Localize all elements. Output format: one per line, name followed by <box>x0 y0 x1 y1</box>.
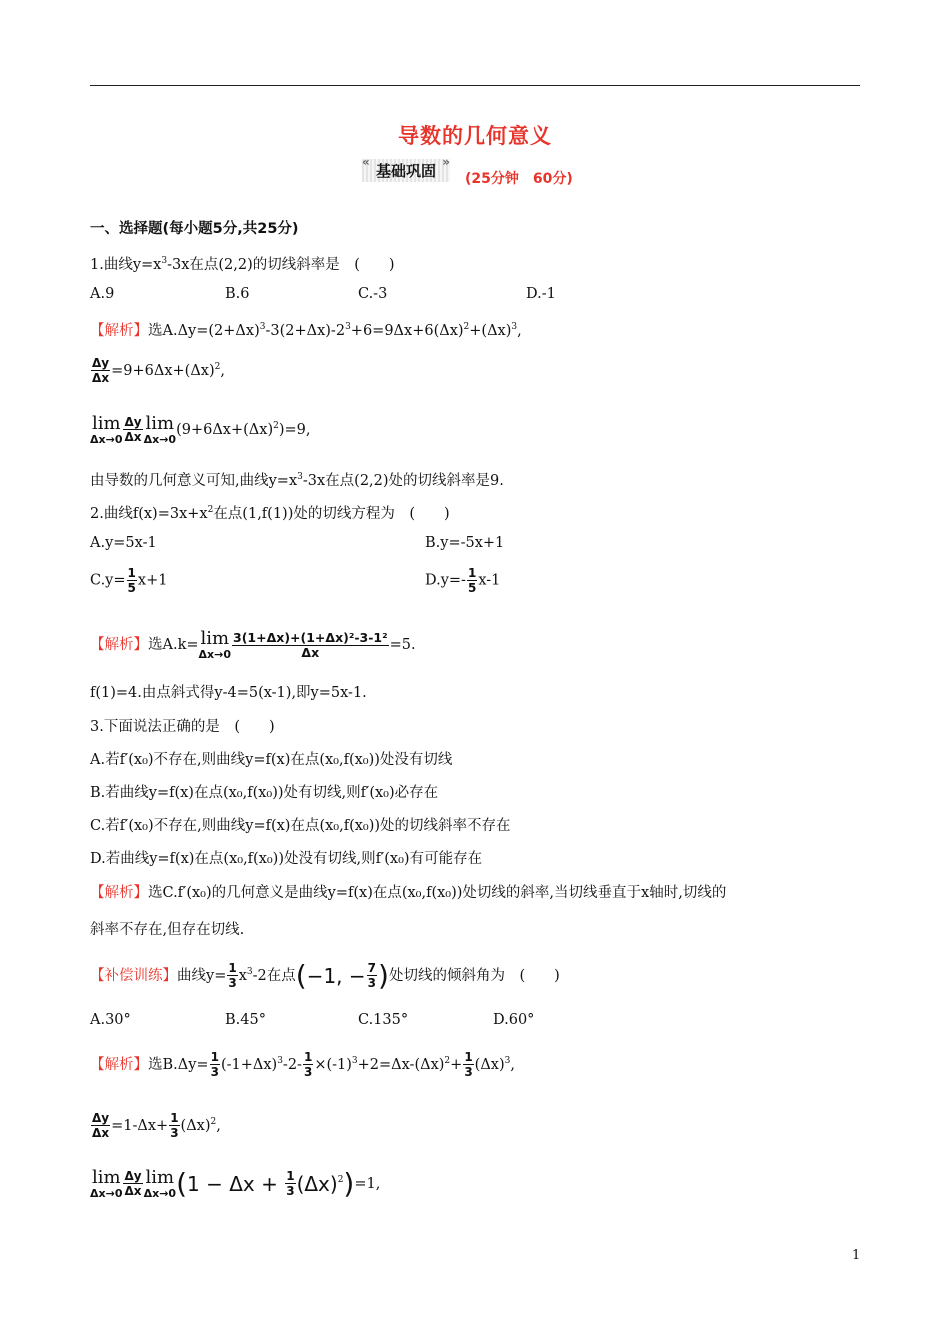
q3-stem: 3.下面说法正确的是 ( ) <box>90 719 275 735</box>
q1-option-d: D.-1 <box>526 286 556 302</box>
q4-ratio-line: $\frac{\Delta y}{\Delta x}$ =1-Δx+ $\frac{1}{3}$ $(\Delta x)^2$, <box>92 1111 221 1141</box>
q4-option-b: B.45° <box>225 1012 266 1028</box>
q1-solution-line1: 【解析】选$A.\Delta y=(2+\Delta x)^3-3(2+\Delta x)-2^3+6=9\Delta x+6(\Delta x)^2+(\Delta x)^3$, <box>90 322 522 339</box>
page-title: 导数的几何意义 <box>398 124 552 148</box>
fraction: $\frac{\Delta y}{\Delta x}$ <box>92 356 110 386</box>
section-badge <box>362 157 450 183</box>
q1-option-a: A.9 <box>90 286 115 302</box>
q3-option-c: C.若f′(x₀)不存在,则曲线y=f(x)在点(x₀,f(x₀))处的切线斜率不存在 <box>90 818 511 834</box>
q1-stem: 1.曲线$y=x^3-3x$在点(2,2)的切线斜率是 ( ) <box>90 256 395 273</box>
limit: lim Δx→0 <box>90 412 123 446</box>
limit: lim Δx→0 <box>198 628 232 661</box>
q4-stem: 【补偿训练】曲线y= $\frac{1}{3}$ $x^3-2$在点(−1, − $\frac{7}{3}$ )处切线的倾斜角为 ( ) <box>90 958 560 992</box>
badge-label: « 基础巩固 » <box>362 159 450 182</box>
time-info: (25分钟 60分) <box>465 171 573 187</box>
buchang-label: 【补偿训练】 <box>90 967 177 984</box>
q3-option-d: D.若曲线y=f(x)在点(x₀,f(x₀))处没有切线,则f′(x₀)有可能存在 <box>90 851 483 867</box>
fraction: $\frac{\Delta y}{\Delta x}$ <box>124 415 142 445</box>
fraction: $\frac{\text{3(1+Δx)+(1+Δx)²-3-1²}}{\Delta x}$ <box>233 629 388 660</box>
limit: lim Δx→0 <box>143 1166 177 1200</box>
q2-option-a: A.y=5x-1 <box>90 535 157 551</box>
section-heading: 一、选择题(每小题5分,共25分) <box>90 221 299 237</box>
q2-option-c: C.y= $\frac{1}{5}$ x+1 <box>90 566 168 595</box>
q4-limit-line: lim Δx→0 $\frac{\Delta y}{\Delta x}$ lim Δx→0 (1 − Δx + $\frac{1}{3}$ $(\Delta x)^2)=1$, <box>90 1166 381 1200</box>
q1-option-c: C.-3 <box>358 286 388 302</box>
q3-option-a: A.若f′(x₀)不存在,则曲线y=f(x)在点(x₀,f(x₀))处没有切线 <box>90 752 453 768</box>
q4-option-c: C.135° <box>358 1012 409 1028</box>
q4-option-d: D.60° <box>493 1012 535 1028</box>
q3-solution-line2: 斜率不存在,但存在切线. <box>90 922 245 938</box>
header-rule <box>90 85 860 86</box>
q3-solution-line1: 【解析】选C.f′(x₀)的几何意义是曲线y=f(x)在点(x₀,f(x₀))处切线的斜率,当切线垂直于x轴时,切线的 <box>90 885 727 901</box>
q2-stem: 2.曲线$f(x)=3x+x^2$在点(1,f(1))处的切线方程为 ( ) <box>90 505 450 522</box>
q3-option-b: B.若曲线y=f(x)在点(x₀,f(x₀))处有切线,则f′(x₀)必存在 <box>90 785 439 801</box>
q1-limit-line: lim Δx→0 $\frac{\Delta y}{\Delta x}$ lim Δx→0 $(9+6\Delta x+(\Delta x)^2)=9$, <box>90 412 311 446</box>
page-number: 1 <box>852 1248 861 1263</box>
jiexi-label: 【解析】 <box>90 322 148 339</box>
limit: lim Δx→0 <box>143 412 177 446</box>
q2-solution-line2: f(1)=4.由点斜式得y-4=5(x-1),即y=5x-1. <box>90 685 367 701</box>
q1-option-b: B.6 <box>225 286 250 302</box>
limit: lim Δx→0 <box>90 1166 123 1200</box>
q1-conclusion: 由导数的几何意义可知,曲线$y=x^3-3x$在点(2,2)处的切线斜率是9. <box>90 472 504 489</box>
q4-solution-line1: 【解析】选B.Δy= $\frac{1}{3}$ $(-1+\Delta x)^3-2-$ $\frac{1}{3}$ $\times(-1)^3+2=\Delta x-(\Delta x)^2+$ $\frac{1}{3}$ $(\Delta x)^3$, <box>90 1050 515 1080</box>
q1-ratio-line: $\frac{\Delta y}{\Delta x}$ $=9+6\Delta x+(\Delta x)^2$, <box>92 356 225 386</box>
q2-option-d: D.y=- $\frac{1}{5}$ x-1 <box>425 566 501 595</box>
q2-option-b: B.y=-5x+1 <box>425 535 505 551</box>
q2-solution-line1: 【解析】选A.k= lim Δx→0 $\frac{\text{3(1+Δx)+(1+Δx)²-3-1²}}{\Delta x}$ =5. <box>90 628 416 661</box>
q4-option-a: A.30° <box>90 1012 131 1028</box>
